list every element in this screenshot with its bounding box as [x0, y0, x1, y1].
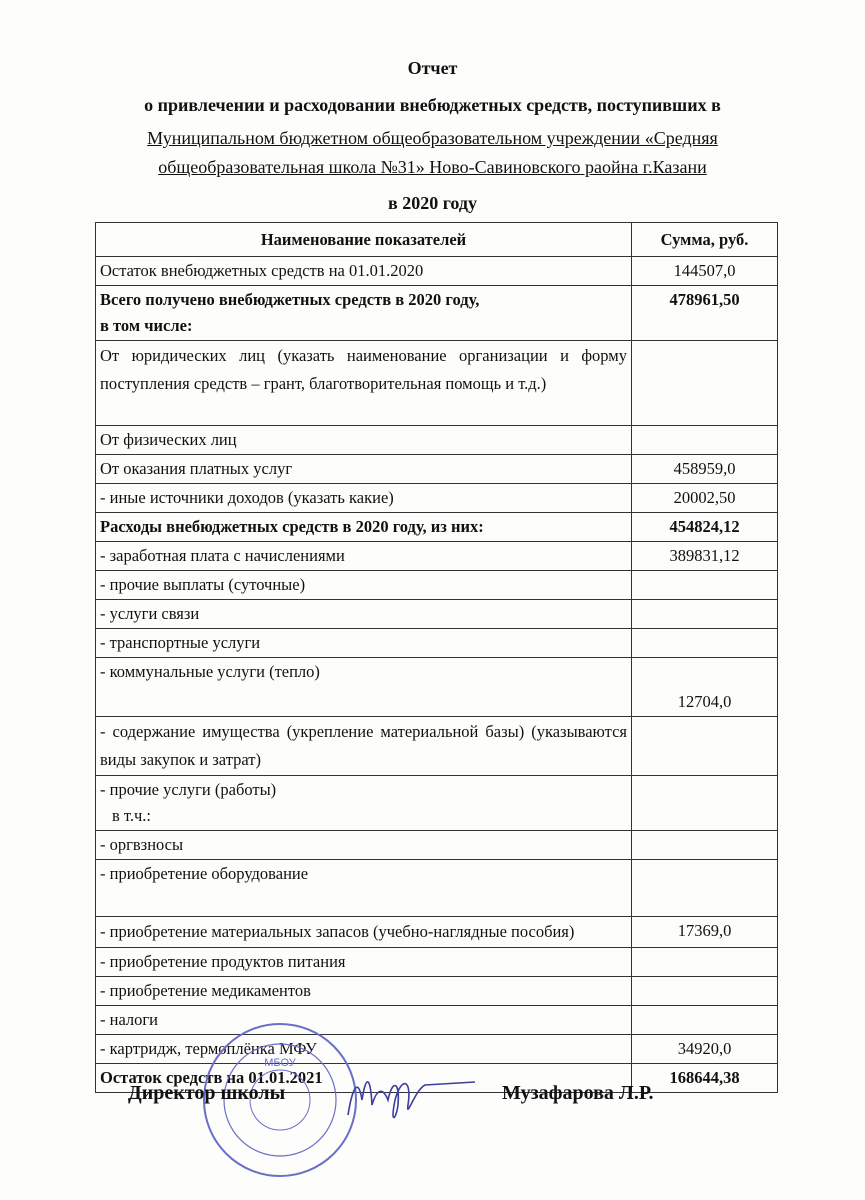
institution-line-1: Муниципальном бюджетном общеобразовательном учреждении «Средняя	[147, 128, 718, 148]
table-row	[96, 571, 778, 600]
report-subtitle: о привлечении и расходовании внебюджетных средств, поступивших в	[144, 95, 721, 115]
row-label	[96, 341, 632, 426]
row-label-text: Всего получено внебюджетных средств в 2020 году,	[100, 290, 480, 309]
table-row	[96, 513, 778, 542]
row-label	[96, 1006, 632, 1035]
row-value	[632, 426, 778, 455]
signature-mark	[340, 1060, 480, 1130]
table-row	[96, 286, 778, 341]
row-label-text: - картридж, термоплёнка МФУ	[100, 1039, 317, 1058]
header-indicator: Наименование показателей	[96, 223, 632, 257]
row-value	[632, 341, 778, 426]
row-label	[96, 629, 632, 658]
table-row	[96, 948, 778, 977]
row-value	[632, 977, 778, 1006]
row-value: 458959,0	[632, 455, 778, 484]
row-label	[96, 455, 632, 484]
row-label	[96, 257, 632, 286]
table-row	[96, 629, 778, 658]
row-label-text: Расходы внебюджетных средств в 2020 году, из них:	[100, 517, 484, 536]
row-label-text: - услуги связи	[100, 604, 200, 623]
row-label-text: От оказания платных услуг	[100, 459, 293, 478]
table-row	[96, 426, 778, 455]
row-value	[632, 1006, 778, 1035]
row-label	[96, 831, 632, 860]
row-label-text: От юридических лиц (указать наименование организации и форму поступления средств – грант, благотворительная помощь и т.д.)	[100, 346, 627, 393]
row-value	[632, 600, 778, 629]
row-label-text: - транспортные услуги	[100, 633, 261, 652]
row-label	[96, 542, 632, 571]
institution-line-2: общеобразовательная школа №31» Ново-Савиновского раойна г.Казани	[158, 157, 707, 177]
year-line: в 2020 году	[387, 193, 478, 213]
row-value	[632, 831, 778, 860]
table-row	[96, 1006, 778, 1035]
table-row	[96, 860, 778, 917]
row-label-text: - прочие выплаты (суточные)	[100, 575, 306, 594]
row-label-text: - содержание имущества (укрепление материальной базы) (указываются виды закупок и затрат)	[100, 722, 627, 769]
table-row	[96, 341, 778, 426]
row-label	[96, 600, 632, 629]
row-label	[96, 860, 632, 917]
row-label-text: Остаток средств на 01.01.2021	[100, 1068, 323, 1087]
row-label-text: - иные источники доходов (указать какие)	[100, 488, 394, 507]
table-row	[96, 257, 778, 286]
table-row	[96, 717, 778, 776]
row-label-text: - оргвзносы	[100, 835, 184, 854]
table-row	[96, 658, 778, 717]
row-value: 454824,12	[632, 513, 778, 542]
row-label	[96, 484, 632, 513]
row-label-text: Остаток внебюджетных средств на 01.01.2020	[100, 261, 424, 280]
row-value	[632, 860, 778, 917]
signature-name: Музафарова Л.Р.	[502, 1082, 654, 1104]
row-label-continuation: в том числе:	[100, 316, 193, 335]
row-label-text: - приобретение оборудование	[100, 864, 309, 883]
row-value: 20002,50	[632, 484, 778, 513]
header-sum: Сумма, руб.	[632, 223, 778, 257]
row-label	[96, 917, 632, 948]
row-label	[96, 571, 632, 600]
stamp-text: МБОУ	[264, 1057, 296, 1069]
row-label	[96, 717, 632, 776]
row-label	[96, 658, 632, 717]
row-label-text: - приобретение медикаментов	[100, 981, 311, 1000]
row-label-continuation: в т.ч.:	[112, 806, 152, 825]
row-value	[632, 571, 778, 600]
table-row	[96, 831, 778, 860]
report-table	[95, 222, 778, 1093]
row-value: 34920,0	[632, 1035, 778, 1064]
row-label-text: - приобретение материальных запасов (учебно-наглядные пособия)	[100, 922, 575, 941]
row-label	[96, 948, 632, 977]
row-value: 17369,0	[632, 917, 778, 948]
row-label-text: - заработная плата с начислениями	[100, 546, 345, 565]
row-value: 12704,0	[632, 658, 778, 717]
table-row	[96, 776, 778, 831]
row-label-text: От физических лиц	[100, 430, 237, 449]
row-label	[96, 513, 632, 542]
row-label	[96, 286, 632, 341]
row-value	[632, 717, 778, 776]
table-header-row	[96, 223, 778, 257]
row-value	[632, 629, 778, 658]
row-label	[96, 776, 632, 831]
table-row	[96, 977, 778, 1006]
row-label-text: - коммунальные услуги (тепло)	[100, 662, 320, 681]
report-title: Отчет	[407, 58, 458, 78]
table-row	[96, 600, 778, 629]
row-value: 168644,38	[632, 1064, 778, 1093]
row-value	[632, 776, 778, 831]
row-label	[96, 977, 632, 1006]
row-value: 389831,12	[632, 542, 778, 571]
row-label-text: - налоги	[100, 1010, 158, 1029]
row-label	[96, 426, 632, 455]
row-value: 478961,50	[632, 286, 778, 341]
signature-position: Директор школы	[128, 1082, 286, 1104]
table-row	[96, 484, 778, 513]
row-label-text: - прочие услуги (работы)	[100, 780, 277, 799]
row-value: 144507,0	[632, 257, 778, 286]
table-row	[96, 455, 778, 484]
row-label-text: - приобретение продуктов питания	[100, 952, 346, 971]
row-value	[632, 948, 778, 977]
table-row	[96, 542, 778, 571]
table-row	[96, 917, 778, 948]
